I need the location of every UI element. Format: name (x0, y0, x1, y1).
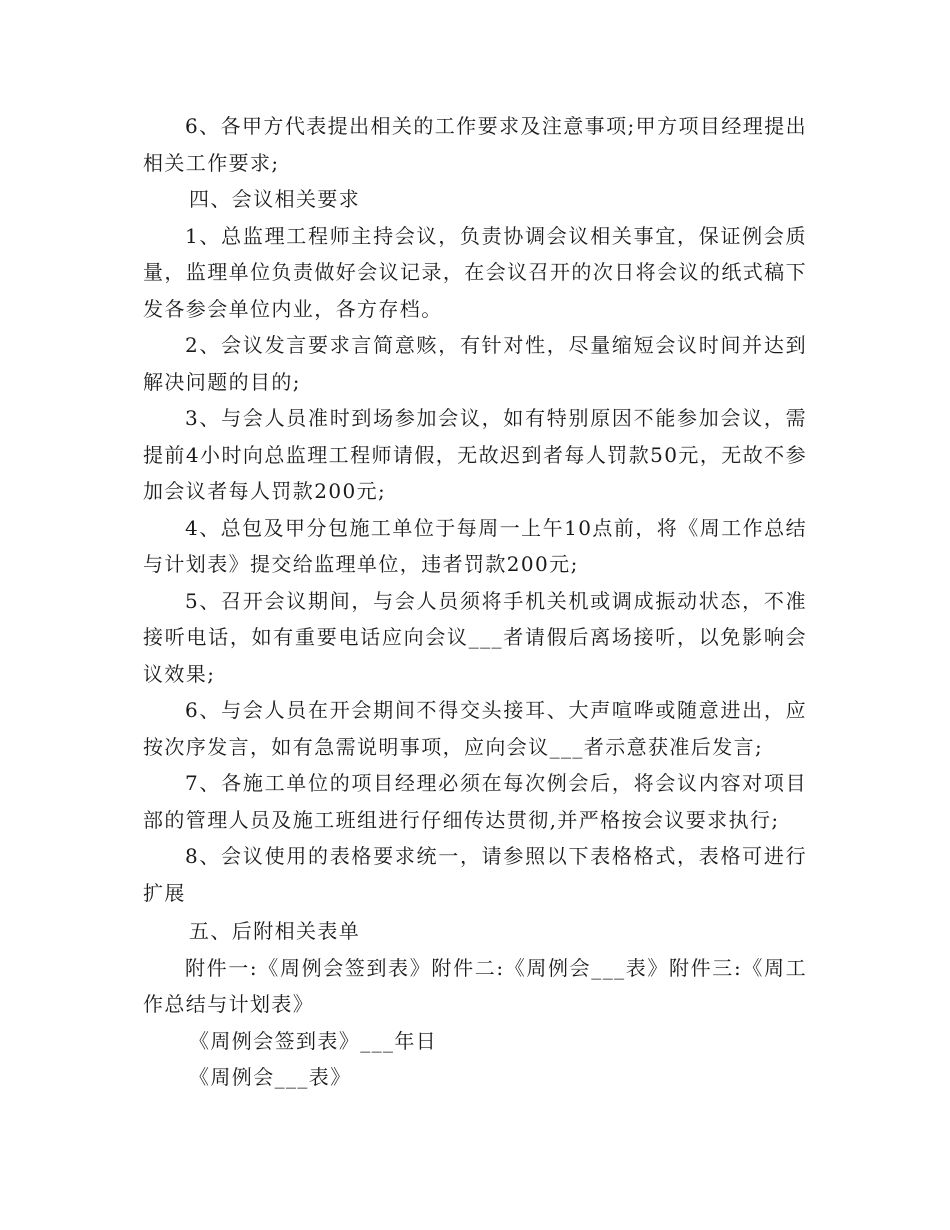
section-heading-attachments: 五、后附相关表单 (189, 919, 361, 943)
paragraph-requirement-8: 8、会议使用的表格要求统一，请参照以下表格格式，表格可进行扩展 (143, 844, 807, 905)
table-title-sign-in: 《周例会签到表》___年日 (189, 1028, 438, 1053)
paragraph-requirement-2: 2、会议发言要求言简意赅，有针对性，尽量缩短会议时间并达到解决问题的目的; (143, 333, 807, 394)
paragraph-requirement-5: 5、召开会议期间，与会人员须将手机关机或调成振动状态，不准接听电话，如有重要电话应向会议___者请假后离场接听，以免影响会议效果; (143, 588, 807, 686)
section-heading-meeting-requirements: 四、会议相关要求 (189, 187, 361, 211)
paragraph-requirement-7: 7、各施工单位的项目经理必须在每次例会后，将会议内容对项目部的管理人员及施工班组进行仔细传达贯彻,并严格按会议要求执行; (143, 771, 807, 832)
paragraph-requirement-3: 3、与会人员准时到场参加会议，如有特别原因不能参加会议，需提前4小时向总监理工程师请假，无故迟到者每人罚款50元，无故不参加会议者每人罚款200元; (143, 406, 807, 503)
paragraph-requirement-6: 6、与会人员在开会期间不得交头接耳、大声喧哗或随意进出，应按次序发言，如有急需说明事项，应向会议___者示意获准后发言; (143, 698, 807, 759)
paragraph-attachment-list: 附件一:《周例会签到表》附件二:《周例会___表》附件三:《周工作总结与计划表》 (143, 955, 807, 1016)
document-page (143, 108, 807, 1096)
paragraph-item-6-party-a: 6、各甲方代表提出相关的工作要求及注意事项;甲方项目经理提出相关工作要求; (143, 114, 807, 175)
paragraph-requirement-4: 4、总包及甲分包施工单位于每周一上午10点前，将《周工作总结与计划表》提交给监理单位，违者罚款200元; (143, 515, 807, 576)
table-title-weekly-meeting: 《周例会___表》 (189, 1065, 352, 1089)
paragraph-requirement-1: 1、总监理工程师主持会议，负责协调会议相关事宜，保证例会质量，监理单位负责做好会议记录，在会议召开的次日将会议的纸式稿下发各参会单位内业，各方存档。 (143, 223, 807, 321)
